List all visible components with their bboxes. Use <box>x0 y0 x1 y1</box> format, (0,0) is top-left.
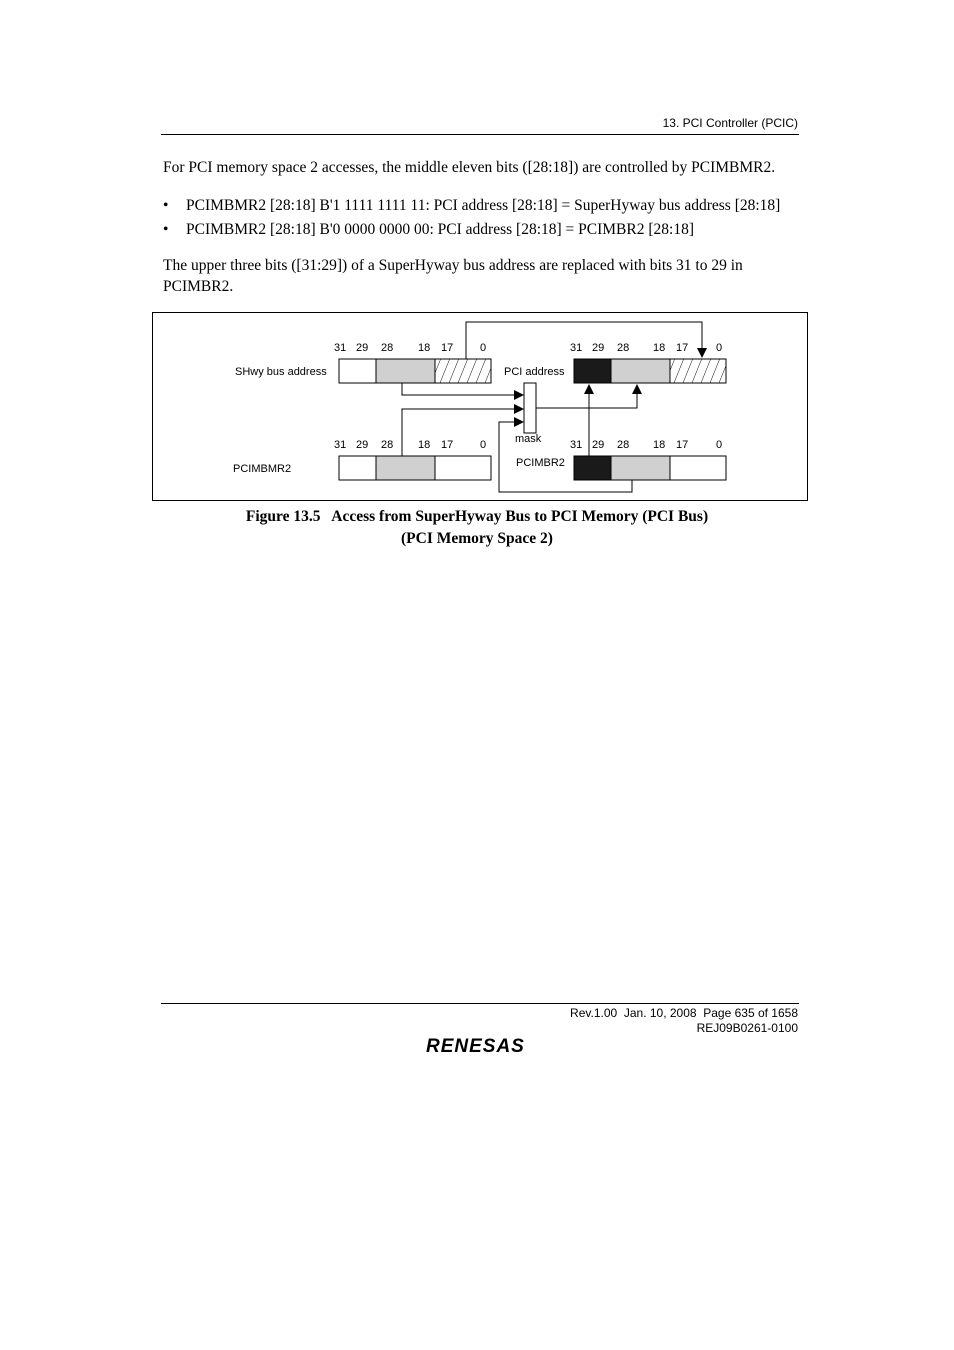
figure-caption-line-2: (PCI Memory Space 2) <box>401 530 553 547</box>
bit-label: 31 <box>570 439 583 451</box>
bullet-item: • PCIMBMR2 [28:18] B'0 0000 0000 00: PCI address [28:18] = PCIMBR2 [28:18] <box>163 218 780 242</box>
bit-labels-shwy <box>334 342 486 354</box>
register-field-lower <box>435 359 491 383</box>
bit-label: 18 <box>653 439 666 451</box>
paragraph-upper-bits: The upper three bits ([31:29]) of a SuperHyway bus address are replaced with bits 31 to 29 in PCIMBR2. <box>163 257 743 295</box>
bullet-list <box>163 194 780 242</box>
pci-address-label: PCI address <box>504 366 565 378</box>
register-field-middle <box>611 456 670 480</box>
register-field-lower <box>435 456 491 480</box>
figure-frame <box>152 312 808 501</box>
shwy-bus-address-register <box>339 359 491 383</box>
bit-label: 18 <box>418 342 431 354</box>
bit-label: 28 <box>617 342 630 354</box>
running-header: 13. PCI Controller (PCIC) <box>662 116 798 130</box>
footer-rule <box>161 1003 799 1004</box>
bit-label: 31 <box>570 342 583 354</box>
logo-wordmark: RENESAS <box>426 1036 525 1057</box>
register-field-middle <box>376 359 435 383</box>
bit-labels-pci <box>570 342 722 354</box>
register-field-upper <box>339 359 376 383</box>
bit-label: 18 <box>418 439 431 451</box>
connector-mask-to-pci <box>536 385 637 408</box>
pcimbmr2-register <box>339 456 491 480</box>
register-field-upper <box>574 456 611 480</box>
bit-label: 17 <box>676 439 689 451</box>
shwy-bus-address-label: SHwy bus address <box>235 366 327 378</box>
bit-label: 31 <box>334 439 347 451</box>
paragraph-intro: For PCI memory space 2 accesses, the middle eleven bits ([28:18]) are controlled by PCIMBMR2. <box>163 159 776 176</box>
bit-label: 0 <box>716 439 723 451</box>
bit-label: 29 <box>356 342 369 354</box>
bit-label: 29 <box>592 439 605 451</box>
bit-label: 28 <box>381 439 394 451</box>
register-field-lower <box>670 359 726 383</box>
pcimbr2-label: PCIMBR2 <box>516 457 565 469</box>
bit-label: 31 <box>334 342 347 354</box>
register-field-middle <box>611 359 670 383</box>
bit-label: 0 <box>480 439 487 451</box>
bit-label: 0 <box>716 342 723 354</box>
bit-labels-pcimbr2 <box>570 439 722 451</box>
header-rule <box>161 134 799 135</box>
bit-labels-pcimbmr2 <box>334 439 486 451</box>
register-field-upper <box>574 359 611 383</box>
footer-revision: Rev.1.00 Jan. 10, 2008 Page 635 of 1658 <box>570 1006 798 1020</box>
bit-label: 17 <box>441 342 454 354</box>
pcimbmr2-label: PCIMBMR2 <box>233 463 292 475</box>
footer-document-number: REJ09B0261-0100 <box>696 1021 798 1035</box>
bit-label: 17 <box>676 342 689 354</box>
mask-block <box>524 383 536 433</box>
bit-label: 29 <box>592 342 605 354</box>
pcimbr2-register <box>574 456 726 480</box>
pci-address-register <box>574 359 726 383</box>
register-field-lower <box>670 456 726 480</box>
bit-label: 28 <box>617 439 630 451</box>
bit-label: 28 <box>381 342 394 354</box>
connector-lower-bits <box>466 322 702 359</box>
register-field-middle <box>376 456 435 480</box>
register-diagram <box>153 313 809 502</box>
bit-label: 17 <box>441 439 454 451</box>
bit-label: 18 <box>653 342 666 354</box>
register-field-upper <box>339 456 376 480</box>
bullet-item: • PCIMBMR2 [28:18] B'1 1111 1111 11: PCI address [28:18] = SuperHyway bus address [28:18] <box>163 194 780 218</box>
connector-shwy-to-mask <box>402 383 523 395</box>
figure-caption-line-1: Figure 13.5 Access from SuperHyway Bus to PCI Memory (PCI Bus) <box>245 508 709 525</box>
bit-label: 0 <box>480 342 487 354</box>
mask-label: mask <box>515 433 542 445</box>
renesas-logo <box>424 1032 544 1058</box>
bit-label: 29 <box>356 439 369 451</box>
